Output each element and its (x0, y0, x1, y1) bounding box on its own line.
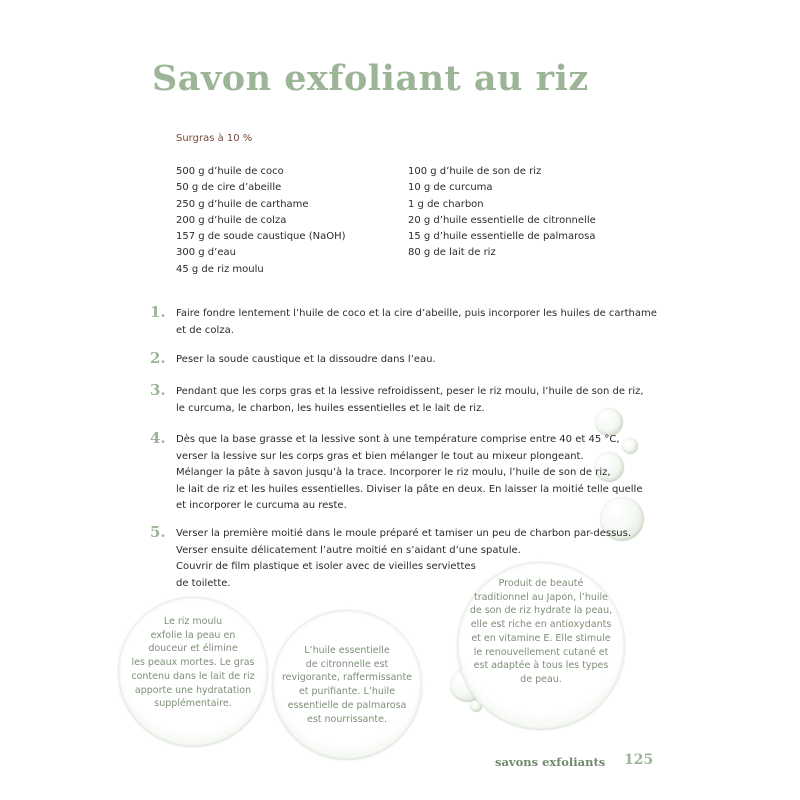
page-number: 125 (624, 752, 654, 768)
step-number: 4. (150, 429, 166, 447)
tip-bubble-riz-moulu (118, 597, 268, 747)
tip-text: est nourrissante. (306, 713, 387, 725)
tip-text: de son de riz hydrate la peau, (469, 605, 613, 617)
tip-text: le renouvellement cutané et (473, 646, 609, 658)
tip-text: exfolie la peau en (150, 629, 236, 641)
step-text: Verser la première moitié dans le moule préparé et tamiser un peu de charbon par-dessus. (176, 528, 632, 539)
tip-text: supplémentaire. (154, 698, 232, 710)
ingredient-item: 15 g d’huile essentielle de palmarosa (408, 231, 596, 243)
tip-text: elle est riche en antioxydants (470, 619, 612, 631)
tip-text: Produit de beauté (498, 578, 584, 589)
tip-text: essentielle de palmarosa (287, 699, 407, 711)
tip-text: de peau. (520, 673, 562, 685)
tip-text: contenu dans le lait de riz (131, 670, 255, 682)
step-text: le curcuma, le charbon, les huiles essentielles et le lait de riz. (176, 402, 485, 414)
ingredient-item: 20 g d’huile essentielle de citronnelle (408, 214, 596, 226)
ingredient-item: 300 g d’eau (176, 247, 236, 259)
step-number: 2. (150, 349, 166, 367)
ingredient-item: 250 g d’huile de carthame (176, 198, 309, 210)
ingredient-item: 1 g de charbon (408, 198, 484, 210)
step-text: et incorporer le curcuma au reste. (176, 500, 347, 511)
ingredients-list-left (176, 164, 346, 278)
page-title: Savon exfoliant au riz (152, 58, 589, 99)
tip-text: Le riz moulu (163, 616, 223, 627)
step-text: Pendant que les corps gras et la lessive refroidissent, peser le riz moulu, l’huile de son de riz, (176, 386, 644, 397)
tip-text: et purifiante. L’huile (298, 686, 396, 698)
step-number: 3. (150, 381, 166, 399)
ingredient-item: 157 g de soude caustique (NaOH) (176, 231, 346, 243)
step-text: de toilette. (176, 577, 231, 589)
ingredient-item: 50 g de cire d’abeille (176, 182, 282, 194)
step-text: Mélanger la pâte à savon jusqu’à la trace. Incorporer le riz moulu, l’huile de son de riz, (176, 467, 611, 478)
tip-bubble-son-de-riz (457, 562, 625, 730)
step-text: Dès que la base grasse et la lessive sont à une température comprise entre 40 et 45 °C, (176, 434, 620, 445)
tip-text: et en vitamine E. Elle stimule (471, 632, 611, 644)
ingredients-list-right (408, 164, 596, 262)
step-text: Verser ensuite délicatement l’autre moitié en s’aidant d’une spatule. (176, 544, 521, 556)
ingredient-item: 100 g d’huile de son de riz (408, 166, 542, 177)
footer-section-title: savons exfoliants (495, 755, 606, 769)
step-text: Couvrir de film plastique et isoler avec de vieilles serviettes (176, 561, 476, 572)
surgras-label: Surgras à 10 % (176, 133, 253, 144)
tip-text: L’huile essentielle (304, 645, 390, 656)
tip-text: les peaux mortes. Le gras (131, 657, 255, 669)
ingredient-item: 200 g d’huile de colza (176, 214, 287, 226)
step-number: 1. (150, 303, 166, 321)
step-text: Peser la soude caustique et la dissoudre dans l’eau. (176, 354, 436, 365)
step-text: le lait de riz et les huiles essentielles. Diviser la pâte en deux. En laisser la moitié telle quelle (176, 483, 643, 495)
step-number: 5. (150, 523, 166, 541)
tip-text: revigorante, raffermissante (281, 672, 413, 684)
step-text: verser la lessive sur les corps gras et bien mélanger le tout au mixeur plongeant. (176, 450, 584, 462)
tip-text: est adaptée à tous les types (473, 660, 609, 672)
tip-text: douceur et élimine (148, 643, 238, 655)
step-text: Faire fondre lentement l’huile de coco et la cire d’abeille, puis incorporer les huiles de carthame (176, 308, 657, 319)
ingredient-item: 500 g d’huile de coco (176, 166, 284, 177)
tip-text: apporte une hydratation (134, 684, 252, 696)
tip-bubble-huiles-essentielles (272, 610, 422, 760)
tip-text: traditionnel au Japon, l’huile (473, 591, 609, 603)
ingredient-item: 80 g de lait de riz (408, 247, 496, 259)
ingredient-item: 45 g de riz moulu (176, 263, 264, 275)
step-text: et de colza. (176, 324, 234, 336)
tip-text: de citronnelle est (305, 658, 389, 670)
ingredient-item: 10 g de curcuma (408, 182, 493, 194)
